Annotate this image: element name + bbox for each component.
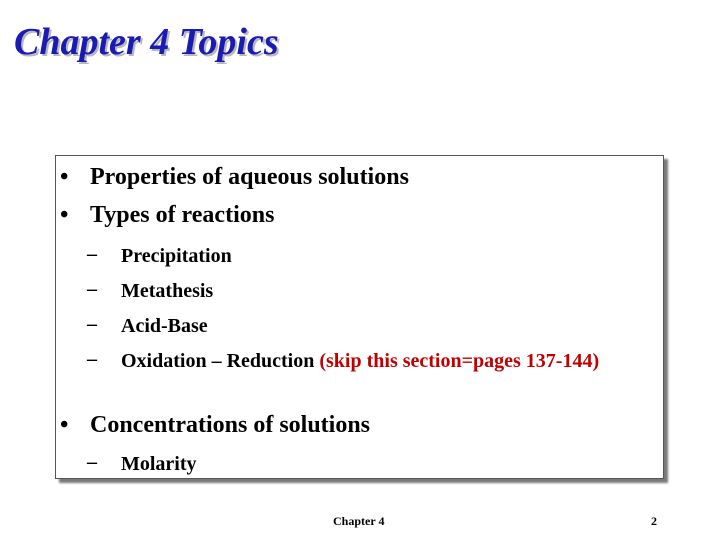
bullet-item [60, 164, 409, 191]
sub-bullet-text: Molarity [121, 453, 197, 475]
bullet-marker: • [60, 412, 69, 438]
dash-marker: – [87, 313, 97, 335]
sub-bullet-item [63, 278, 661, 304]
dash-marker: – [87, 278, 97, 300]
bullet-marker: • [60, 164, 69, 190]
slide-title: Chapter 4 Topics [14, 21, 279, 63]
sub-bullet-text: Precipitation [121, 245, 232, 267]
content-box [55, 155, 664, 479]
bullet-item [60, 412, 370, 439]
sub-bullet-item [63, 313, 661, 339]
skip-note: (skip this section=pages 137-144) [319, 350, 600, 372]
sub-bullet-text: Acid-Base [121, 315, 208, 337]
dash-marker: – [87, 243, 97, 265]
bullet-text: Properties of aqueous solutions [90, 164, 409, 190]
sub-bullet-main-text: Oxidation – Reduction [121, 350, 320, 372]
footer-chapter: Chapter 4 [333, 514, 385, 528]
dash-marker: – [87, 348, 97, 370]
footer-page-number: 2 [651, 514, 657, 528]
sub-bullet-text: Metathesis [121, 280, 214, 302]
sub-bullet-item [63, 348, 661, 374]
sub-bullet-item [63, 451, 661, 477]
sub-bullet-text-with-note [121, 348, 661, 374]
bullet-text: Concentrations of solutions [90, 412, 371, 438]
bullet-item [60, 202, 274, 229]
bullet-text: Types of reactions [90, 202, 275, 228]
dash-marker: – [87, 451, 97, 473]
sub-bullet-item [63, 243, 661, 269]
bullet-marker: • [60, 202, 69, 228]
